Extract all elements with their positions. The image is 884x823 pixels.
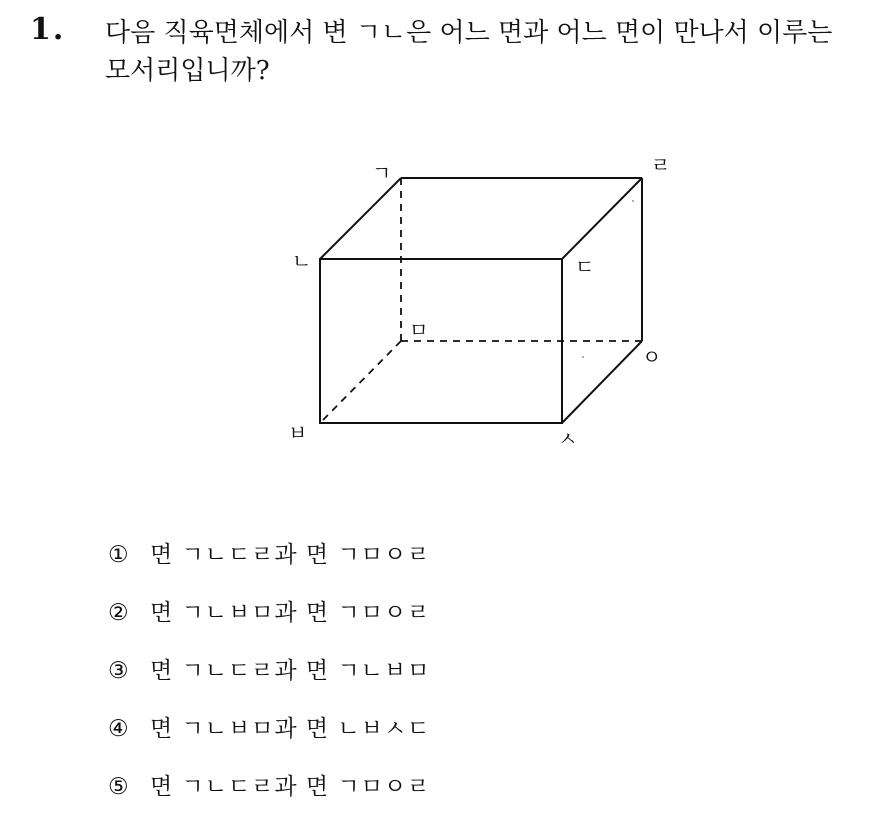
vertex-label-r: ㄹ [651,153,671,177]
choice-1[interactable] [108,533,430,591]
vertex-label-o: ㅇ [642,345,662,369]
speck-mark [582,356,584,358]
choice-text: 면 ㄱㄴㅂㅁ과 면 ㄴㅂㅅㄷ [150,716,431,742]
vertex-label-d: ㄷ [575,255,595,279]
vertex-label-g: ㄱ [372,161,392,185]
choice-5[interactable] [108,765,430,823]
vertex-label-n: ㄴ [292,249,312,273]
choice-text: 면 ㄱㄴㄷㄹ과 면 ㄱㅁㅇㄹ [150,774,431,800]
hidden-edge-m-b [320,341,401,423]
choice-number: ③ [108,658,130,684]
choice-text: 면 ㄱㄴㅂㅁ과 면 ㄱㅁㅇㄹ [150,600,431,626]
choice-number: ④ [108,716,130,742]
question-line-2: 모서리입니까? [105,56,270,86]
choice-4[interactable] [108,707,430,765]
choice-number: ① [108,542,130,568]
speck-mark [632,200,634,202]
question-line-1: 다음 직육면체에서 변 ㄱㄴ은 어느 면과 어느 면이 만나서 이루는 [105,18,833,48]
choice-text: 면 ㄱㄴㄷㄹ과 면 ㄱㄴㅂㅁ [150,658,431,684]
edge-g-n [320,178,401,259]
choice-number: ② [108,600,130,626]
edge-r-d [562,178,642,259]
question-number: 1. [30,12,66,47]
vertex-label-b: ㅂ [288,421,308,445]
choice-text: 면 ㄱㄴㄷㄹ과 면 ㄱㅁㅇㄹ [150,542,431,568]
choice-number: ⑤ [108,774,130,800]
choice-2[interactable] [108,591,430,649]
edge-s-o [562,341,642,423]
choice-3[interactable] [108,649,430,707]
vertex-label-m: ㅁ [409,318,429,342]
vertex-label-s: ㅅ [558,427,578,451]
answer-choices [108,533,430,823]
